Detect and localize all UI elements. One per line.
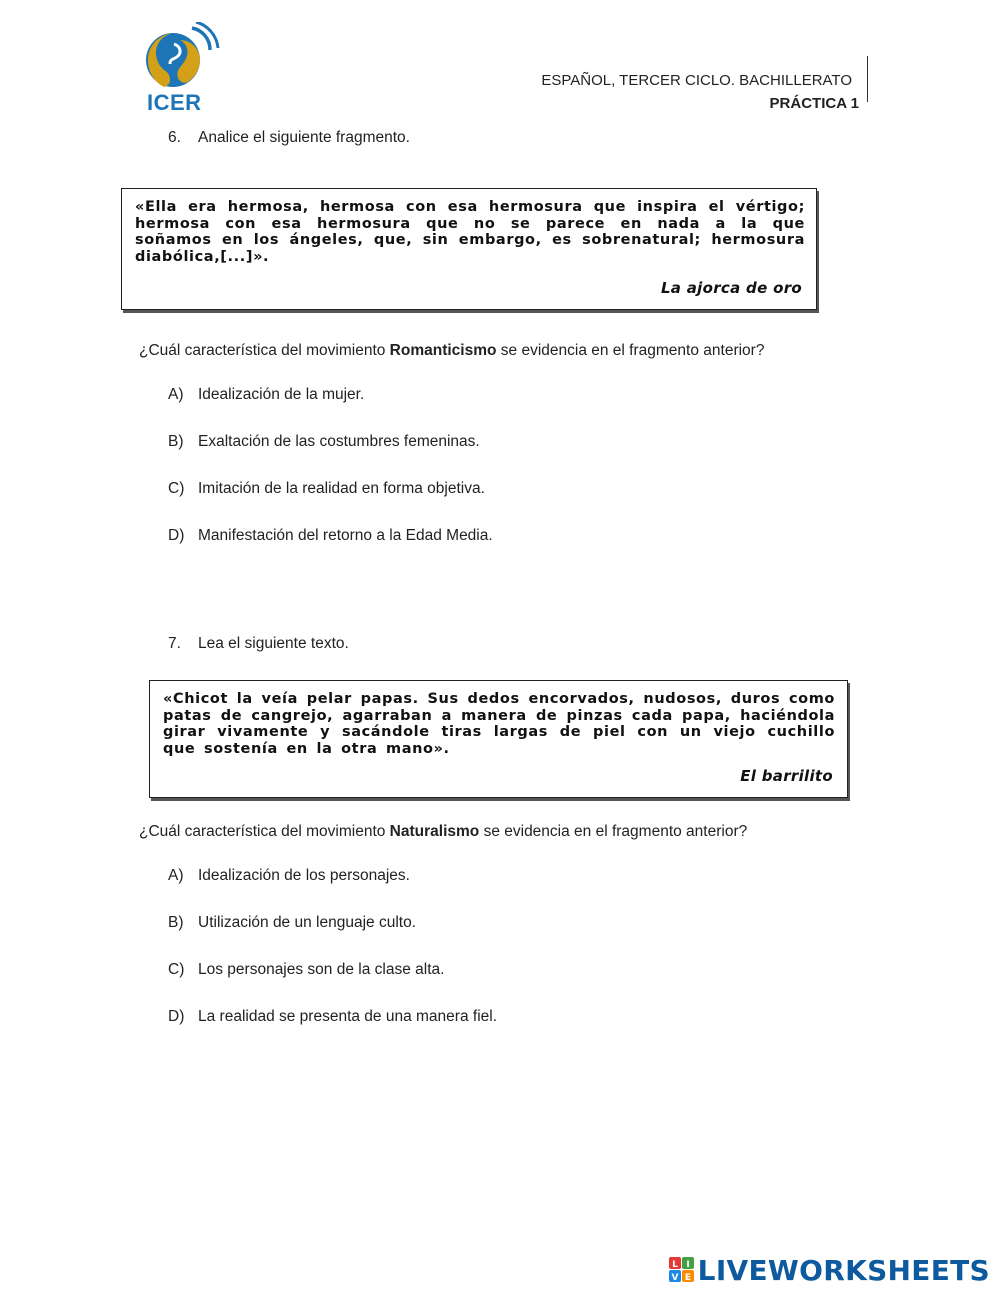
option-text: Manifestación del retorno a la Edad Media. xyxy=(198,527,493,544)
icer-logo xyxy=(140,22,220,117)
liveworksheets-brand: LIVEWORKSHEETS xyxy=(697,1253,990,1287)
option-text: Los personajes son de la clase alta. xyxy=(198,961,445,978)
q6-option-a[interactable] xyxy=(168,386,364,404)
q7-question-pre: ¿Cuál característica del movimiento xyxy=(139,823,390,840)
q7-option-a[interactable] xyxy=(168,867,410,885)
q6-source: La ajorca de oro xyxy=(660,279,802,297)
q6-number: 6. xyxy=(168,129,181,146)
badge-letter: I xyxy=(685,1260,690,1270)
option-text: Utilización de un lenguaje culto. xyxy=(198,914,416,931)
q7-option-b[interactable] xyxy=(168,914,416,932)
q7-question-post: se evidencia en el fragmento anterior? xyxy=(479,823,748,840)
q6-option-c[interactable] xyxy=(168,480,485,498)
option-letter: D) xyxy=(168,527,185,544)
q7-option-c[interactable] xyxy=(168,961,444,979)
q7-instruction-text: Lea el siguiente texto. xyxy=(198,635,349,652)
q7-quote: «Chicot la veía pelar papas. Sus dedos encorvados, nudosos, duros como patas de cangrejo, agarraban a manera de pinzas cada papa, haciéndola girar vivamente y sacándole tiras largas de piel con un viejo cuchillo que sostenía en la otra mano». xyxy=(163,691,835,757)
course-title: ESPAÑOL, TERCER CICLO. BACHILLERATO xyxy=(541,72,852,89)
option-text: Imitación de la realidad en forma objetiva. xyxy=(198,480,485,497)
option-letter: C) xyxy=(168,961,185,978)
q6-question-post: se evidencia en el fragmento anterior? xyxy=(496,342,765,359)
option-letter: D) xyxy=(168,1008,185,1025)
option-letter: B) xyxy=(168,914,184,931)
q6-instruction xyxy=(168,129,410,147)
q7-question xyxy=(139,823,747,841)
logo-text: ICER xyxy=(147,90,202,115)
option-letter: A) xyxy=(168,867,184,884)
liveworksheets-badge-icon xyxy=(669,1257,695,1283)
q6-question-pre: ¿Cuál característica del movimiento xyxy=(139,342,390,359)
option-letter: B) xyxy=(168,433,184,450)
q7-instruction xyxy=(168,635,349,653)
option-text: Idealización de los personajes. xyxy=(198,867,410,884)
badge-letter: L xyxy=(671,1260,678,1270)
option-text: Idealización de la mujer. xyxy=(198,386,365,403)
q6-option-d[interactable] xyxy=(168,527,493,545)
icer-logo-emblem-icon xyxy=(140,22,220,92)
q7-quote-box xyxy=(149,680,848,798)
q7-number: 7. xyxy=(168,635,181,652)
q6-quote: «Ella era hermosa, hermosa con esa hermosura que inspira el vértigo; hermosa con esa hermosura que no se parece en nada a la que soñamos en los ángeles, que, sin embargo, es sobrenatural; hermosura diabólica,[...]». xyxy=(135,199,805,265)
q6-question-term: Romanticismo xyxy=(389,342,497,359)
option-text: La realidad se presenta de una manera fiel. xyxy=(198,1008,498,1025)
practice-title: PRÁCTICA 1 xyxy=(769,95,859,112)
q7-option-d[interactable] xyxy=(168,1008,497,1026)
badge-letter: E xyxy=(684,1273,691,1283)
q6-instruction-text: Analice el siguiente fragmento. xyxy=(198,129,410,146)
q7-question-term: Naturalismo xyxy=(389,823,480,840)
q6-quote-box xyxy=(121,188,817,310)
option-letter: A) xyxy=(168,386,184,403)
q6-option-b[interactable] xyxy=(168,433,480,451)
liveworksheets-logo[interactable] xyxy=(669,1253,990,1287)
q7-source: El barrilito xyxy=(740,767,833,785)
badge-letter: V xyxy=(671,1273,679,1283)
option-text: Exaltación de las costumbres femeninas. xyxy=(198,433,480,450)
header-divider xyxy=(867,56,868,102)
q6-question xyxy=(139,342,764,360)
option-letter: C) xyxy=(168,480,185,497)
